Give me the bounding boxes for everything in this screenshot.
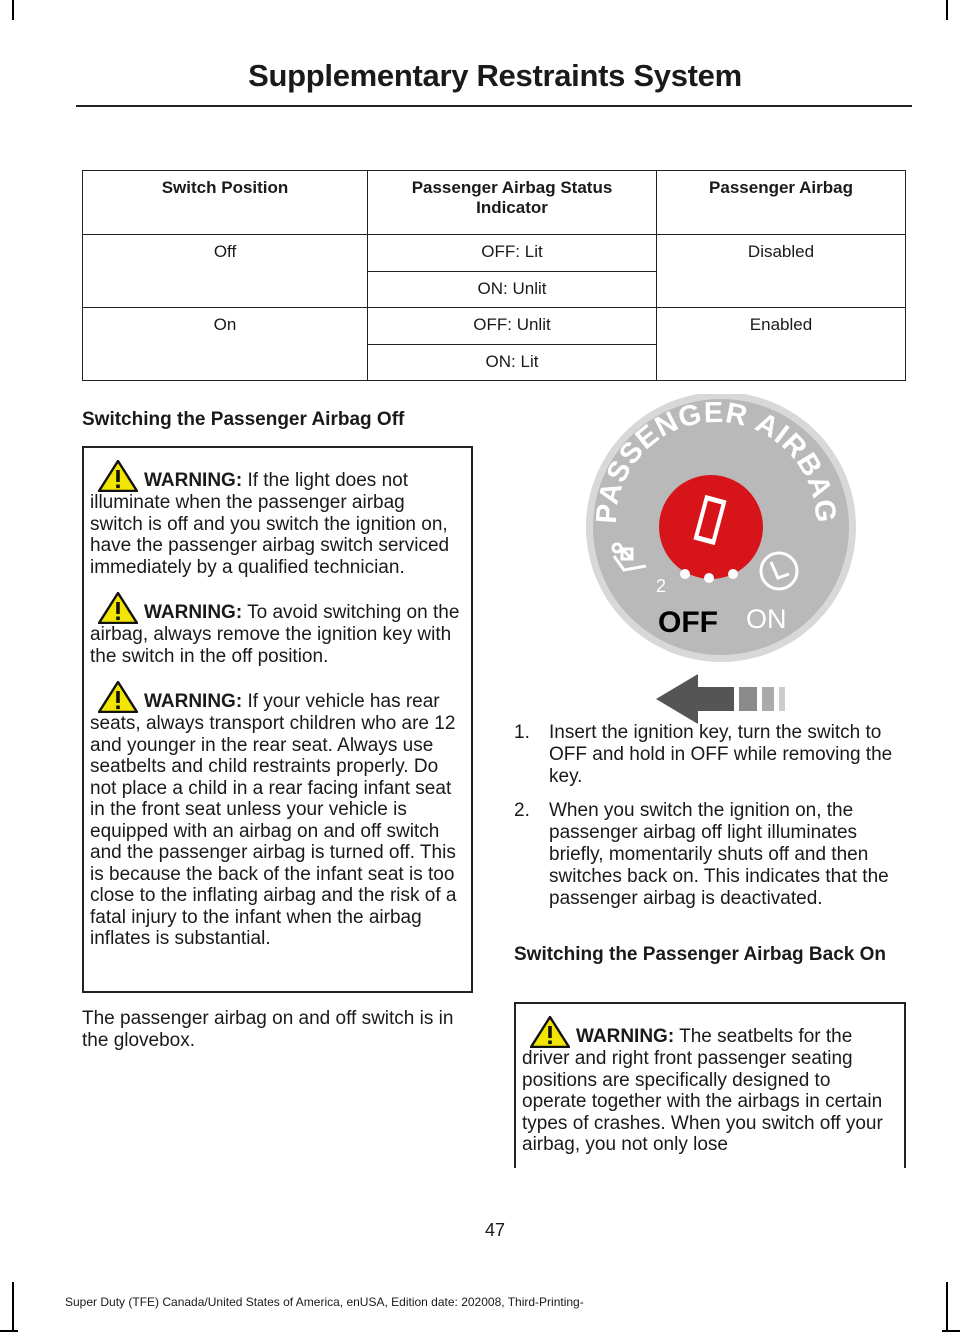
step-text: When you switch the ignition on, the passenger airbag off light illuminates briefly, momentarily shuts off and then switches back on. This indicates that the passenger airbag is deactivated.	[549, 800, 889, 909]
page-footer: Super Duty (TFE) Canada/United States of America, enUSA, Edition date: 202008, Third-Printing-	[65, 1295, 584, 1309]
warning-label: WARNING:	[144, 470, 243, 491]
dial-arc-label: PASSENGER AIRBAG	[590, 396, 842, 525]
table-header-status-indicator: Passenger Airbag Status Indicator	[368, 171, 657, 235]
step-text: Insert the ignition key, turn the switch to OFF and hold in OFF while removing the key.	[549, 722, 893, 787]
section-heading-airbag-on: Switching the Passenger Airbag Back On	[514, 944, 887, 965]
table-cell-indicator: OFF: Unlit	[368, 308, 657, 345]
arrow-trail-segment	[762, 687, 774, 711]
warning-label: WARNING:	[144, 691, 243, 712]
off-position-dot	[680, 569, 690, 579]
step-number: 1.	[514, 722, 530, 743]
warning-box-airbag-on	[514, 1002, 906, 1168]
crop-mark-bottom-left	[12, 1282, 14, 1330]
warning-label: WARNING:	[144, 602, 243, 623]
warning-triangle-icon	[98, 460, 138, 492]
warning-text: If the light does not illuminate when the passenger airbag switch is off and you switch the ignition on, have the passenger airbag switch serviced immediately by a qualified technician.	[90, 470, 450, 578]
warning-triangle-icon	[98, 592, 138, 624]
airbag-status-table	[82, 170, 906, 381]
step-number: 2.	[514, 800, 530, 821]
warning-paragraph	[522, 1016, 894, 1156]
instruction-steps	[514, 722, 914, 922]
table-cell-airbag: Enabled	[657, 308, 906, 381]
warning-box-airbag-off	[82, 446, 473, 993]
turn-left-arrow-icon	[656, 674, 734, 724]
section-heading-airbag-off: Switching the Passenger Airbag Off	[82, 409, 405, 430]
table-cell-airbag: Disabled	[657, 235, 906, 308]
on-label: ON	[746, 604, 787, 634]
arrow-trail-segment	[739, 687, 757, 711]
warning-text: If your vehicle has rear seats, always transport children who are 12 and younger in the rear seat. Always use seatbelts and child restraints properly. Do not place a child in a rear facing infant seat in the front seat unless your vehicle is equipped with an airbag on and off switch and the passenger airbag is turned off. This is because the back of the infant seat is too close to the inflating airbag and the risk of a fatal injury to the infant when the airbag inflates is substantial.	[90, 691, 457, 949]
crop-mark-bottom-right	[946, 1282, 948, 1330]
table-cell-indicator: OFF: Lit	[368, 235, 657, 272]
table-header-switch-position: Switch Position	[83, 171, 368, 235]
table-header-passenger-airbag: Passenger Airbag	[657, 171, 906, 235]
title-divider	[76, 105, 912, 107]
on-position-dot	[728, 569, 738, 579]
warning-text: To avoid switching on the airbag, always remove the ignition key with the switch in the off position.	[90, 602, 460, 667]
glovebox-note: The passenger airbag on and off switch is in the glovebox.	[82, 1008, 454, 1051]
warning-paragraph	[90, 460, 461, 578]
warning-paragraph	[90, 592, 461, 667]
warning-text: The seatbelts for the driver and right front passenger seating positions are specifically designed to operate together with the airbags in certain types of crashes. When you switch off your airbag, you not only lose	[522, 1026, 883, 1155]
table-cell-indicator: ON: Lit	[368, 345, 657, 381]
table-cell-switch-position: On	[83, 308, 368, 381]
table-header-row	[83, 171, 906, 235]
warning-triangle-icon	[530, 1016, 570, 1048]
airbag-switch-illustration	[586, 394, 866, 734]
table-row	[83, 308, 906, 345]
page-number: 47	[484, 1220, 506, 1240]
table-row	[83, 235, 906, 272]
crop-mark-top-right-v	[946, 0, 948, 20]
list-item	[514, 722, 914, 788]
page-title: Supplementary Restraints System	[248, 58, 742, 93]
arrow-trail-segment	[779, 687, 785, 711]
center-position-dot	[704, 573, 714, 583]
table-cell-indicator: ON: Unlit	[368, 272, 657, 308]
warning-paragraph	[90, 681, 461, 950]
warning-label: WARNING:	[576, 1026, 675, 1047]
crop-mark-top-left-v	[12, 0, 14, 20]
seat-number: 2	[656, 576, 667, 596]
warning-triangle-icon	[98, 681, 138, 713]
table-cell-switch-position: Off	[83, 235, 368, 308]
off-label: OFF	[658, 606, 718, 639]
crop-mark-bottom-left-h	[0, 1330, 18, 1332]
crop-mark-bottom-right-h	[942, 1330, 960, 1332]
list-item	[514, 800, 914, 910]
